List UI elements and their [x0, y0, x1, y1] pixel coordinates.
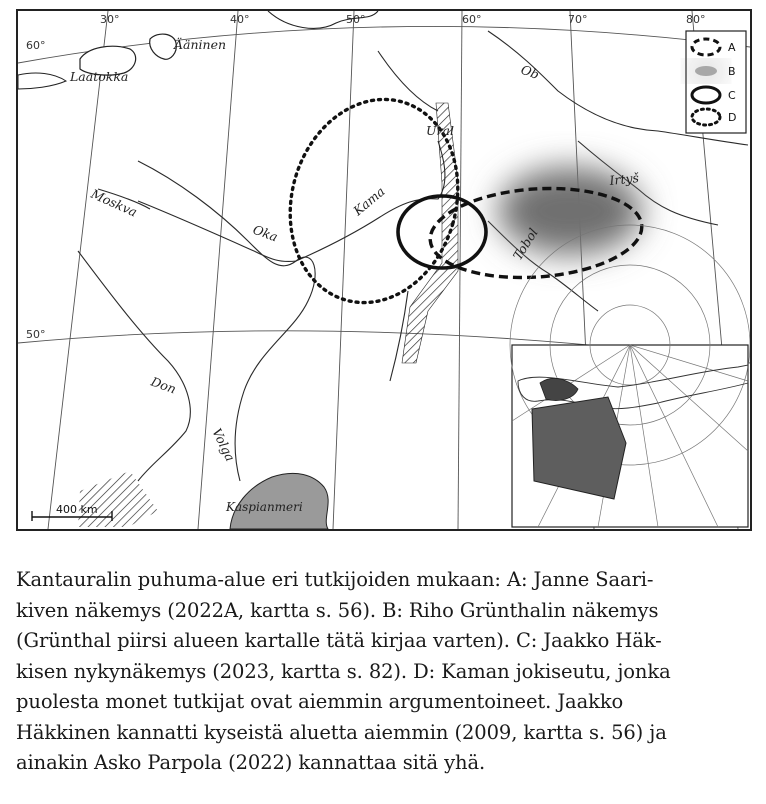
gulf-finland: [18, 73, 66, 89]
label-irtys: Irtyš: [608, 169, 640, 188]
caption-line: puolesta monet tutkijat ovat aiemmin argumentoineet. Jaakko: [16, 690, 624, 713]
label-kaspianmeri: Kaspianmeri: [226, 500, 303, 514]
label-kama: Kama: [350, 183, 388, 219]
lat-label-50: 50°: [26, 328, 46, 341]
river-don: [78, 251, 190, 481]
inset-region-highlight: [532, 397, 626, 499]
lon-label-60: 60°: [462, 13, 482, 26]
lat-label-60: 60°: [26, 39, 46, 52]
map-figure: [16, 9, 752, 531]
shaded-land-sw: [78, 471, 158, 527]
caption-line: kiven näkemys (2022A, kartta s. 56). B: Riho Grünthalin näkemys: [16, 598, 659, 622]
caption-line: (Grünthal piirsi alueen kartalle tätä kirjaa varten). C: Jaakko Häk-: [16, 629, 662, 652]
caption-line: Häkkinen kannatti kyseistä aluetta aiemmin (2009, kartta s. 56) ja: [16, 720, 667, 744]
label-ural: Ural: [426, 123, 454, 138]
lake-aaninen: [150, 34, 177, 59]
label-aaninen: Ääninen: [174, 37, 227, 52]
legend-label-c: C: [728, 89, 736, 102]
scale-label: 400 km: [56, 503, 98, 516]
label-oka: Oka: [250, 221, 280, 245]
label-don: Don: [148, 373, 179, 397]
river-pechora: [378, 51, 438, 111]
caption-line: ainakin Asko Parpola (2022) kannattaa sitä yhä.: [16, 751, 486, 774]
label-ob: Ob: [518, 61, 542, 83]
lon-label-30: 30°: [100, 13, 120, 26]
legend-label-d: D: [728, 111, 737, 124]
lon-label-50: 50°: [346, 13, 366, 26]
legend-label-a: A: [728, 41, 736, 54]
label-tobol: Tobol: [509, 225, 541, 263]
caption-line: Kantauralin puhuma-alue eri tutkijoiden mukaan: A: Janne Saari-: [16, 568, 654, 591]
label-moskva: Moskva: [88, 186, 140, 220]
figure-caption: [16, 565, 744, 779]
lon-label-80: 80°: [686, 13, 706, 26]
label-laatokka: Laatokka: [70, 69, 129, 84]
caption-line: kisen nykynäkemys (2023, kartta s. 82). D: Kaman jokiseutu, jonka: [16, 659, 671, 683]
lon-label-70: 70°: [568, 13, 588, 26]
legend: [686, 31, 746, 133]
label-volga: Volga: [209, 425, 239, 464]
inset-map: [510, 225, 750, 527]
lon-label-40: 40°: [230, 13, 250, 26]
river-ural: [390, 291, 408, 381]
legend-label-b: B: [728, 65, 736, 78]
